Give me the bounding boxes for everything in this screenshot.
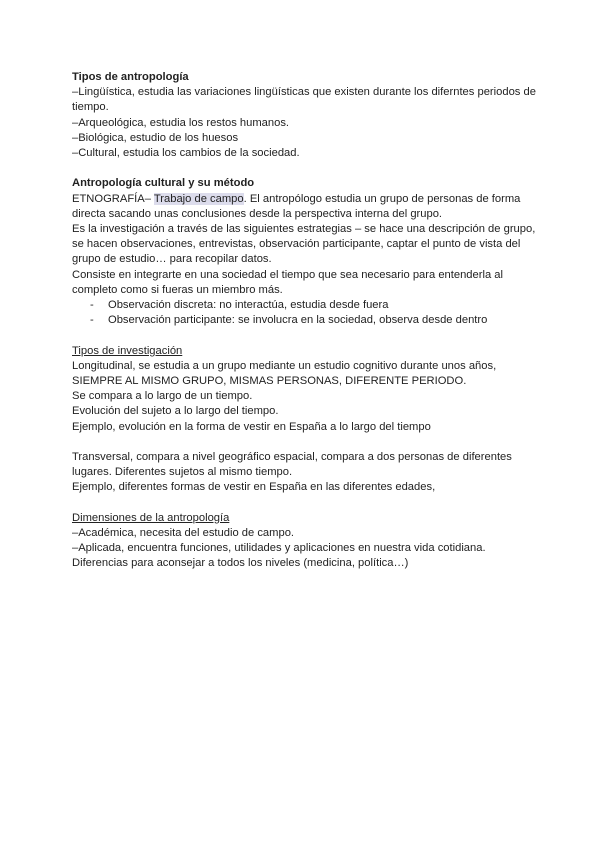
- etnografia-label: ETNOGRAFÍA–: [72, 192, 154, 205]
- spacer: [72, 435, 542, 450]
- dash-bullet: -: [90, 299, 94, 312]
- section-title-antropologia-cultural: Antropología cultural y su método: [72, 177, 255, 190]
- etnografia-paragraph: [72, 192, 542, 222]
- list-item: [72, 313, 542, 328]
- observation-list: [72, 298, 542, 328]
- line-evolucion-sujeto: Evolución del sujeto a lo largo del tiempo.: [72, 405, 279, 418]
- line-aplicada: –Aplicada, encuentra funciones, utilidades y aplicaciones en nuestra vida cotidiana.: [72, 542, 486, 555]
- list-item-text: Observación participante: se involucra en la sociedad, observa desde dentro: [108, 314, 488, 327]
- paragraph-transversal: Transversal, compara a nivel geográfico espacial, compara a dos personas de diferentes lugares. Diferentes sujetos al mismo tiempo.: [72, 451, 512, 479]
- line-arqueologica: –Arqueológica, estudia los restos humanos.: [72, 116, 290, 129]
- dash-bullet: -: [90, 314, 94, 327]
- section-title-tipos-antropologia: Tipos de antropología: [72, 71, 189, 83]
- line-linguistica: –Lingüística, estudia las variaciones lingüísticas que existen durante los diferntes periodos de tiempo.: [72, 86, 536, 114]
- spacer: [72, 496, 542, 511]
- etnografia-rest: . El antropólogo estudia un grupo de personas de forma directa sacando unas conclusiones desde la perspectiva interna del grupo.: [72, 192, 521, 220]
- paragraph-longitudinal: Longitudinal, se estudia a un grupo mediante un estudio cognitivo durante unos años, SIEMPRE AL MISMO GRUPO, MISMAS PERSONAS, DIFERENTE PERIODO.: [72, 359, 497, 388]
- section-title-dimensiones: Dimensiones de la antropología: [72, 511, 230, 524]
- line-biologica: –Biológica, estudio de los huesos: [72, 131, 239, 144]
- document-body: [72, 70, 542, 572]
- line-diferencias: Diferencias para aconsejar a todos los niveles (medicina, política…): [72, 557, 409, 570]
- line-ejemplo-longitudinal: Ejemplo, evolución en la forma de vestir en España a lo largo del tiempo: [72, 420, 431, 433]
- spacer: [72, 161, 542, 176]
- spacer: [72, 328, 542, 343]
- highlighted-text: Trabajo de campo: [153, 192, 244, 205]
- paragraph-estrategias: Es la investigación a través de las siguientes estrategias – se hace una descripción de grupo, se hacen observaciones, entrevistas, observación participante, captar el punto de vista del grupo de estudio… para recopilar datos.: [72, 223, 536, 266]
- list-item: [72, 298, 542, 313]
- line-academica: –Académica, necesita del estudio de campo.: [72, 527, 295, 540]
- line-ejemplo-transversal: Ejemplo, diferentes formas de vestir en España en las diferentes edades,: [72, 481, 436, 494]
- list-item-text: Observación discreta: no interactúa, estudia desde fuera: [108, 299, 389, 312]
- section-title-tipos-investigacion: Tipos de investigación: [72, 344, 183, 357]
- line-cultural: –Cultural, estudia los cambios de la sociedad.: [72, 147, 300, 160]
- line-compara-tiempo: Se compara a lo largo de un tiempo.: [72, 390, 253, 403]
- paragraph-integrarte: Consiste en integrarte en una sociedad el tiempo que sea necesario para entenderla al completo como si fueras un miembro más.: [72, 268, 504, 296]
